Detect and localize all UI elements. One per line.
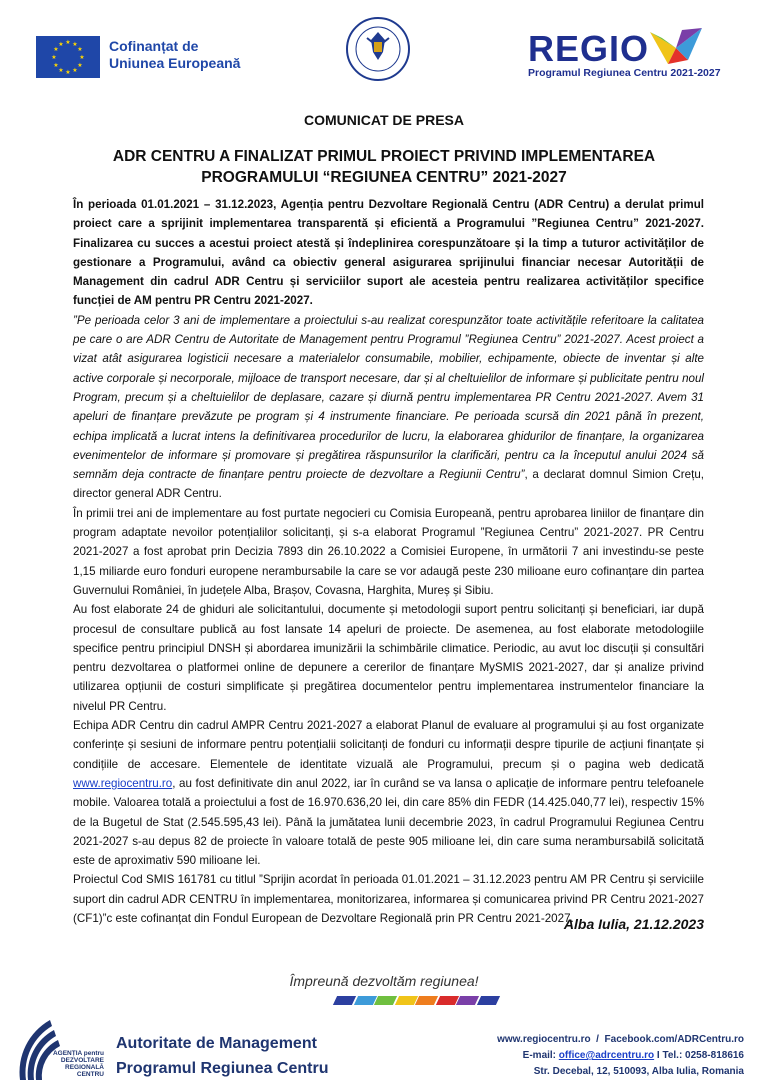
svg-text:★: ★ bbox=[58, 41, 64, 48]
svg-text:★: ★ bbox=[53, 46, 59, 53]
press-release-label: COMUNICAT DE PRESA bbox=[304, 112, 464, 128]
place-date-signoff: Alba Iulia, 21.12.2023 bbox=[563, 916, 704, 932]
svg-text:★: ★ bbox=[77, 62, 83, 69]
facebook-link[interactable]: Facebook.com/ADRCentru.ro bbox=[604, 1034, 744, 1045]
contact-separator: / bbox=[590, 1034, 605, 1045]
eu-line2: Uniunea Europeană bbox=[109, 55, 241, 71]
contact-email-line bbox=[460, 1048, 744, 1064]
svg-text:★: ★ bbox=[65, 69, 71, 76]
contact-block bbox=[460, 1032, 744, 1080]
quote-attribution: , a declarat domnul Simion Crețu, director general ADR Centru. bbox=[73, 468, 704, 501]
svg-text:★: ★ bbox=[77, 46, 83, 53]
svg-text:★: ★ bbox=[58, 67, 64, 74]
stripe-segment bbox=[435, 996, 458, 1005]
paragraph-evaluation bbox=[73, 716, 704, 870]
document-title bbox=[110, 146, 658, 188]
title-line-1: ADR CENTRU A FINALIZAT PRIMUL PROIECT PRIVIND IMPLEMENTAREA bbox=[112, 148, 656, 165]
paragraph-program-approval: În primii trei ani de implementare au fost purtate negocieri cu Comisia Europeană, pentru aprobarea liniilor de finanțare din program adaptate nevoilor potențialilor solicitanți, și s-a elaborat Programul ”Regiunea Centru” 2021-2027. PR Centru 2021-2027 a fost aprobat prin Decizia 7893 din 26.10.2022 a Comisiei Europene, în următorii 7 ani investindu-se peste 1,15 miliarde euro fonduri europene nerambursabile la care se vor adaugă peste 230 milioane euro cofinanțare din partea Guvernului României, în județele Alba, Brașov, Covasna, Harghita, Mureș și Sibiu. bbox=[73, 506, 704, 597]
am-line1: Autoritate de Management bbox=[116, 1035, 317, 1052]
eu-flag-icon bbox=[36, 36, 100, 78]
regio-mark-icon bbox=[648, 24, 704, 66]
quote-paragraph bbox=[73, 311, 704, 504]
stripe-segment bbox=[353, 996, 376, 1005]
email-link[interactable]: office@adrcentru.ro bbox=[558, 1050, 655, 1061]
phone-text: I Tel.: 0258-818616 bbox=[654, 1050, 744, 1061]
agency-logo-text: AGENȚIA pentru DEZVOLTARE REGIONALĂ CENTRU bbox=[52, 1050, 104, 1078]
title-line-2: PROGRAMULUI “REGIUNEA CENTRU” 2021-2027 bbox=[201, 169, 567, 186]
footer-slogan: Împreună dezvoltăm regiunea! bbox=[289, 973, 479, 989]
stripe-segment bbox=[476, 996, 499, 1005]
regio-logo-word: REGIO bbox=[528, 28, 650, 69]
stripe-segment bbox=[456, 996, 479, 1005]
document-body bbox=[73, 195, 704, 928]
svg-text:★: ★ bbox=[51, 54, 57, 61]
eu-cofinancing-label bbox=[109, 38, 240, 72]
paragraph-project-code: Proiectul Cod SMIS 161781 cu titlul ”Sprijin acordat în perioada 01.01.2021 – 31.12.2023 pentru AM PR Centru și serviciile suport din cadrul ADR CENTRU în implementarea, monitorizarea, informarea și comunicarea privind PR Centru 2021-2027 (CF1)”c este cofinanțat din Fondul European de Dezvoltare Regională prin PR Centru 2021-2027. bbox=[73, 873, 704, 925]
svg-text:★: ★ bbox=[53, 62, 59, 69]
email-label: E-mail: bbox=[522, 1050, 559, 1061]
government-seal-icon bbox=[345, 16, 411, 82]
paragraph-guides: Au fost elaborate 24 de ghiduri ale solicitantului, documente și metodologii suport pentru solicitanți și beneficiari, iar după procesul de consultare publică au fost lansate 14 apeluri de proiecte. De asemenea, au fost elaborate metodologiile specifice pentru principiul DNSH și abordarea imunizării la schimbările climatice. Periodic, au avut loc discuții și consultări pentru dezvoltarea o platformei online de depunere a cererilor de finanțare MySMIS 2021-2027, dar și analize privind utilizarea opțiunii de costuri simplificate și pregătirea documentelor pentru implementarea instrumentelor financiare la nivelul PR Centru. bbox=[73, 603, 704, 713]
paragraph-evaluation-text-b: , au fost definitivate din anul 2022, iar în curând se va lansa o aplicație de informare pentru telefoanele mobile. Valoarea totală a proiectului a fost de 16.970.636,20 lei, din care 85% din FEDR (14.425.040,77 lei), respectiv 15% de la Bugetul de Stat (2.545.595,43 lei). Până la jumătatea lunii decembrie 2023, în cadrul Programului Regiunea Centru 2021-2027 s-au depus 82 de proiecte în valoare totală de peste 905 milioane lei, din care suma nerambursabilă solicitată este de aproximativ 590 milioane lei. bbox=[73, 776, 704, 868]
color-stripe-divider bbox=[335, 996, 499, 1005]
paragraph-evaluation-text-a: Echipa ADR Centru din cadrul AMPR Centru 2021-2027 a elaborat Planul de evaluare al programului și au fost organizate conferințe și sesiuni de informare pentru potențialii solicitanți de fonduri cu informații despre tipurile de acțiuni finanțate și condițiile de accesare. Elementele de identitate vizuală ale Programului, precum și o pagina web dedicată bbox=[73, 719, 704, 771]
contact-web-line bbox=[460, 1032, 744, 1048]
header bbox=[0, 0, 768, 95]
stripe-segment bbox=[374, 996, 397, 1005]
director-quote: ”Pe perioada celor 3 ani de implementare a proiectului s-au realizat corespunzător toate activitățile referitoare la calitatea pe care o are ADR Centru de Autoritate de Management pentru Programul ”Regiunea Centru” 2021-2027. Acest proiect a vizat atât asigurarea logisticii necesare a materialelor consumabile, mobilier, echipamente, obiecte de inventar și alte active corporale și necorporale, mijloace de transport necesare, dar și al cheltuielilor de informare și publicitate pentru noul Program, precum și a cheltuielilor de deplasare, cazare și diurnă pentru implementarea PR Centru 2021-2027. Avem 31 apeluri de finanțare prevăzute pe program și 4 instrumente financiare. Pe perioada scursă din 2021 până în prezent, echipa implicată a lucrat intens la definitivarea procedurilor de lucru, la elaborarea ghidurilor de finanțare, la organizarea evenimentelor de informare și promovare și pregătirea răspunsurilor la clarificări, pentru ca la începutul anului 2024 să semnăm deja contracte de finanțare pentru proiecte de dezvoltare a Regiunii Centru” bbox=[73, 313, 704, 482]
contact-address: Str. Decebal, 12, 510093, Alba Iulia, Romania bbox=[533, 1066, 744, 1077]
eu-line1: Cofinanțat de bbox=[109, 38, 199, 54]
svg-text:★: ★ bbox=[65, 39, 71, 46]
svg-text:★: ★ bbox=[72, 41, 78, 48]
website-link[interactable]: www.regiocentru.ro bbox=[73, 776, 173, 790]
svg-text:★: ★ bbox=[79, 54, 85, 61]
regio-subtitle: Programul Regiunea Centru 2021-2027 bbox=[528, 67, 721, 79]
stripe-segment bbox=[415, 996, 438, 1005]
am-line2: Programul Regiunea Centru bbox=[116, 1060, 329, 1077]
svg-text:★: ★ bbox=[72, 67, 78, 74]
stripe-segment bbox=[394, 996, 417, 1005]
managing-authority-title bbox=[116, 1031, 328, 1081]
lead-paragraph: În perioada 01.01.2021 – 31.12.2023, Agenția pentru Dezvoltare Regională Centru (ADR Centru) a derulat primul proiect care a sprijinit implementarea transparentă și eficientă a Programului ”Regiunea Centru” 2021-2027. Finalizarea cu succes a acestui proiect atestă și îndeplinirea corespunzătoare și la timp a tuturor activităților de gestionare a Programului, având ca obiectiv general asigurarea sprijinului financiar necesar Autorității de Management din cadrul ADR Centru și serviciilor suport ale acesteia pentru realizarea activităților specifice funcției de AM pentru PR Centru 2021-2027. bbox=[73, 198, 704, 308]
stripe-segment bbox=[333, 996, 356, 1005]
footer-website-link[interactable]: www.regiocentru.ro bbox=[497, 1034, 591, 1045]
